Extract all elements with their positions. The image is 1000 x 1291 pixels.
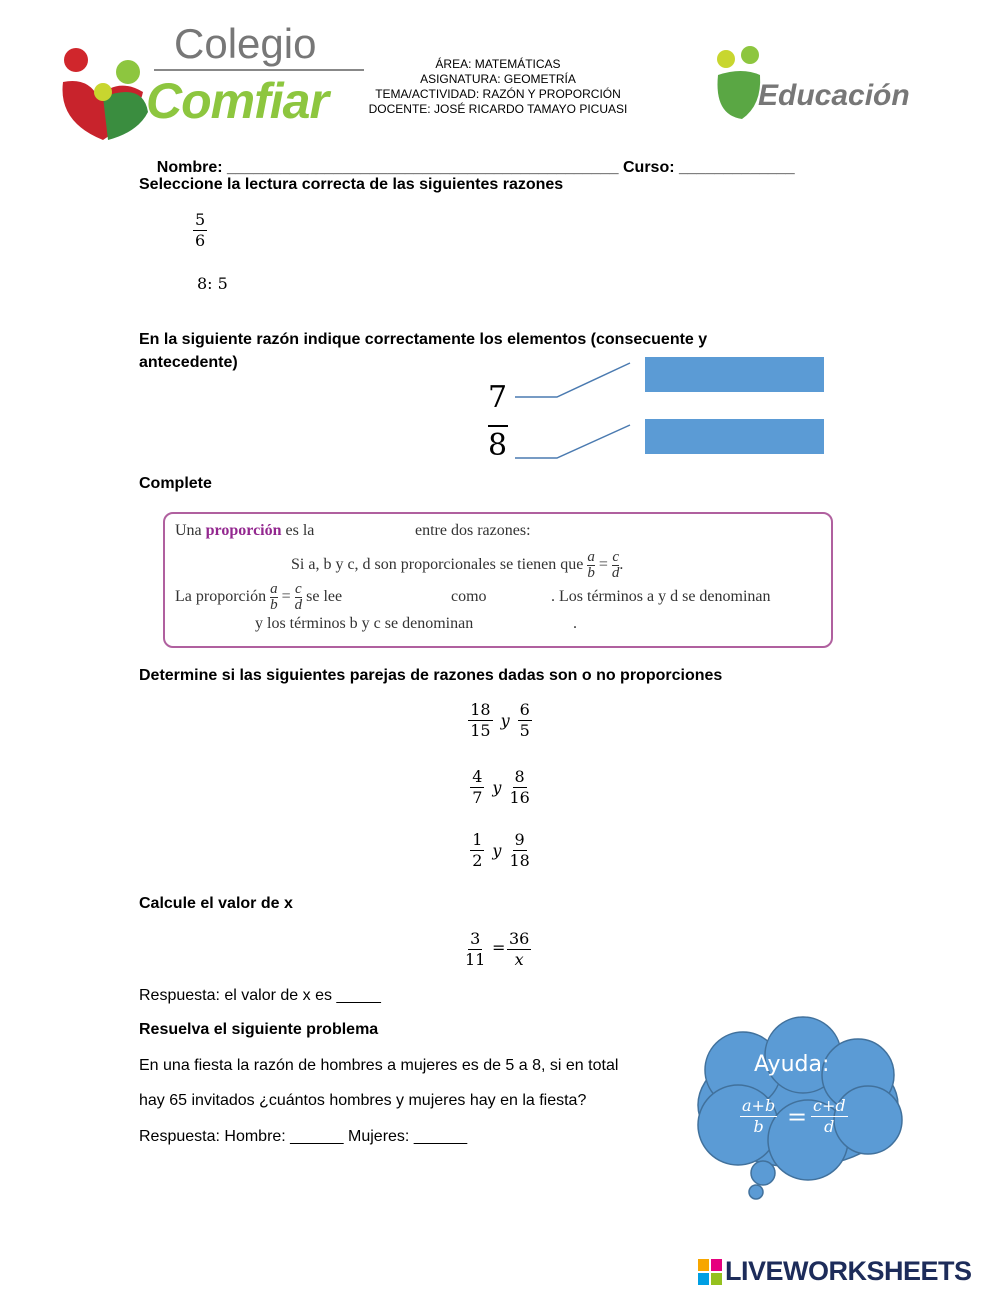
header-topic: TEMA/ACTIVIDAD: RAZÓN Y PROPORCIÓN (375, 87, 621, 101)
t: se lee (306, 588, 343, 606)
right-fraction (509, 830, 529, 871)
denominator: 18 (509, 851, 530, 870)
numerator: 4 (472, 767, 483, 786)
q5-title: Calcule el valor de x (139, 895, 293, 912)
educacion-emblem-icon (712, 45, 762, 121)
ratio-pair (0, 830, 1000, 871)
name-label: Nombre: (156, 159, 228, 176)
denominator-element-answer[interactable] (645, 419, 824, 454)
t: es la (281, 522, 315, 539)
blank-2[interactable] (387, 589, 451, 609)
header-teacher: DOCENTE: JOSÉ RICARDO TAMAYO PICUASI (368, 102, 628, 116)
eq: = (598, 556, 608, 574)
liveworksheets-text: LIVEWORKSHEETS (725, 1256, 972, 1286)
numerator: 1 (472, 830, 483, 849)
left-fraction (470, 767, 484, 808)
logo-educacion-text: Educación (758, 79, 910, 112)
denominator: 5 (519, 721, 530, 740)
numerator: 8 (514, 767, 525, 786)
fraction-36-x (507, 929, 531, 970)
frac-a-b (270, 582, 278, 613)
conjunction-y: y (500, 711, 510, 730)
blank-3[interactable] (495, 589, 554, 609)
right-fraction (518, 700, 532, 741)
denominator: 11 (465, 950, 486, 969)
help-title: Ayuda: (754, 1052, 830, 1077)
ratio-pair (0, 767, 1000, 808)
numerator: 18 (470, 700, 491, 719)
equals-sign: = (492, 938, 506, 957)
denominator: 6 (195, 231, 206, 250)
left-fraction (470, 830, 484, 871)
fraction-3-11 (465, 929, 485, 970)
header-subject: ASIGNATURA: GEOMETRÍA (420, 72, 576, 86)
denominator: 15 (470, 721, 491, 740)
denominator: 7 (472, 788, 483, 807)
frac-c-d (295, 582, 303, 613)
right-fraction (509, 767, 529, 808)
a: a (587, 549, 595, 565)
numerator-element-answer[interactable] (645, 357, 824, 392)
box-line1 (175, 522, 314, 540)
t: . (573, 615, 577, 632)
problem-line1: En una fiesta la razón de hombres a mujeres es de 5 a 8, si en total (139, 1057, 619, 1074)
course-field[interactable]: _____________ (679, 159, 795, 176)
b: b (270, 597, 278, 613)
denominator: d (824, 1117, 835, 1136)
numerator: 6 (519, 700, 530, 719)
box-line1-end: entre dos razones: (415, 522, 531, 539)
numerator: a+b (742, 1096, 776, 1115)
t: La proporción (175, 588, 267, 606)
liveworksheets-emblem-icon (698, 1259, 722, 1285)
proportion-term: proporción (205, 522, 282, 539)
help-fraction-left (740, 1096, 777, 1137)
frac-a-b (587, 550, 595, 581)
d: d (611, 565, 620, 581)
blank-1[interactable] (347, 523, 413, 543)
fraction-5-6 (193, 210, 207, 251)
eq: = (281, 588, 291, 606)
name-field[interactable]: ____________________________________________ (227, 159, 619, 176)
denominator: 16 (509, 788, 530, 807)
numerator: 9 (514, 830, 525, 849)
a: a (270, 581, 278, 597)
liveworksheets-logo (698, 1256, 972, 1287)
box-line4: y los términos b y c se denominan (255, 615, 474, 632)
connector-lines (510, 355, 640, 465)
ratio-pair (0, 700, 1000, 741)
box-line3 (175, 582, 342, 613)
big-fraction-bar (488, 425, 508, 427)
header-info (340, 57, 656, 117)
q3-title: Complete (139, 475, 212, 492)
big-fraction-numerator: 7 (488, 380, 508, 415)
box-line2: Si a, b y c, d son proporcionales se tienen que $\frac{a}{b}$ = $\frac{c}{d}$ . (291, 549, 624, 581)
c: c (295, 581, 302, 597)
q2-title-line1: En la siguiente razón indique correctamente los elementos (consecuente y (139, 331, 708, 348)
numerator: c+d (813, 1096, 846, 1115)
logo-divider (154, 69, 364, 71)
denominator: x (514, 950, 524, 969)
help-fraction-right (811, 1096, 848, 1137)
q4-title: Determine si las siguientes parejas de razones dadas son o no proporciones (139, 667, 723, 684)
course-label: Curso: (618, 159, 679, 176)
q1-title: Seleccione la lectura correcta de las siguientes razones (139, 176, 564, 193)
conjunction-y: y (492, 778, 502, 797)
logo-comfiar-text: Comfiar (146, 73, 328, 129)
blank-4[interactable] (515, 616, 574, 636)
b: b (587, 565, 595, 581)
frac-c-d (612, 550, 620, 581)
header-area: ÁREA: MATEMÁTICAS (435, 57, 561, 71)
d: d (294, 597, 303, 613)
proportion-definition-box (163, 512, 833, 648)
t: como (451, 588, 487, 605)
colegio-comfiar-logo (58, 22, 358, 142)
x-answer[interactable]: Respuesta: el valor de x es _____ (139, 987, 381, 1004)
c: c (612, 549, 619, 565)
denominator: b (753, 1117, 764, 1136)
logo-colegio-text: Colegio (174, 20, 317, 67)
left-fraction (468, 700, 492, 741)
equals-sign: = (787, 1103, 808, 1131)
educacion-logo (712, 45, 912, 123)
big-fraction-denominator: 8 (488, 428, 508, 463)
t: Si a, b y c, d son proporcionales se tienen que (291, 556, 584, 574)
conjunction-y: y (492, 841, 502, 860)
problem-line2: hay 65 invitados ¿cuántos hombres y mujeres hay en la fiesta? (139, 1092, 587, 1109)
t: . Los términos a y d se denominan (551, 588, 771, 605)
q6-title: Resuelva el siguiente problema (139, 1021, 379, 1038)
numerator: 3 (470, 929, 481, 948)
numerator: 5 (195, 210, 206, 229)
t: Una (175, 522, 206, 539)
denominator: 2 (472, 851, 483, 870)
ratio-8-5: 8: 5 (197, 274, 228, 293)
numerator: 36 (509, 929, 530, 948)
q2-title-line2: antecedente) (139, 354, 238, 371)
problem-answer[interactable]: Respuesta: Hombre: ______ Mujeres: ______ (139, 1128, 468, 1145)
